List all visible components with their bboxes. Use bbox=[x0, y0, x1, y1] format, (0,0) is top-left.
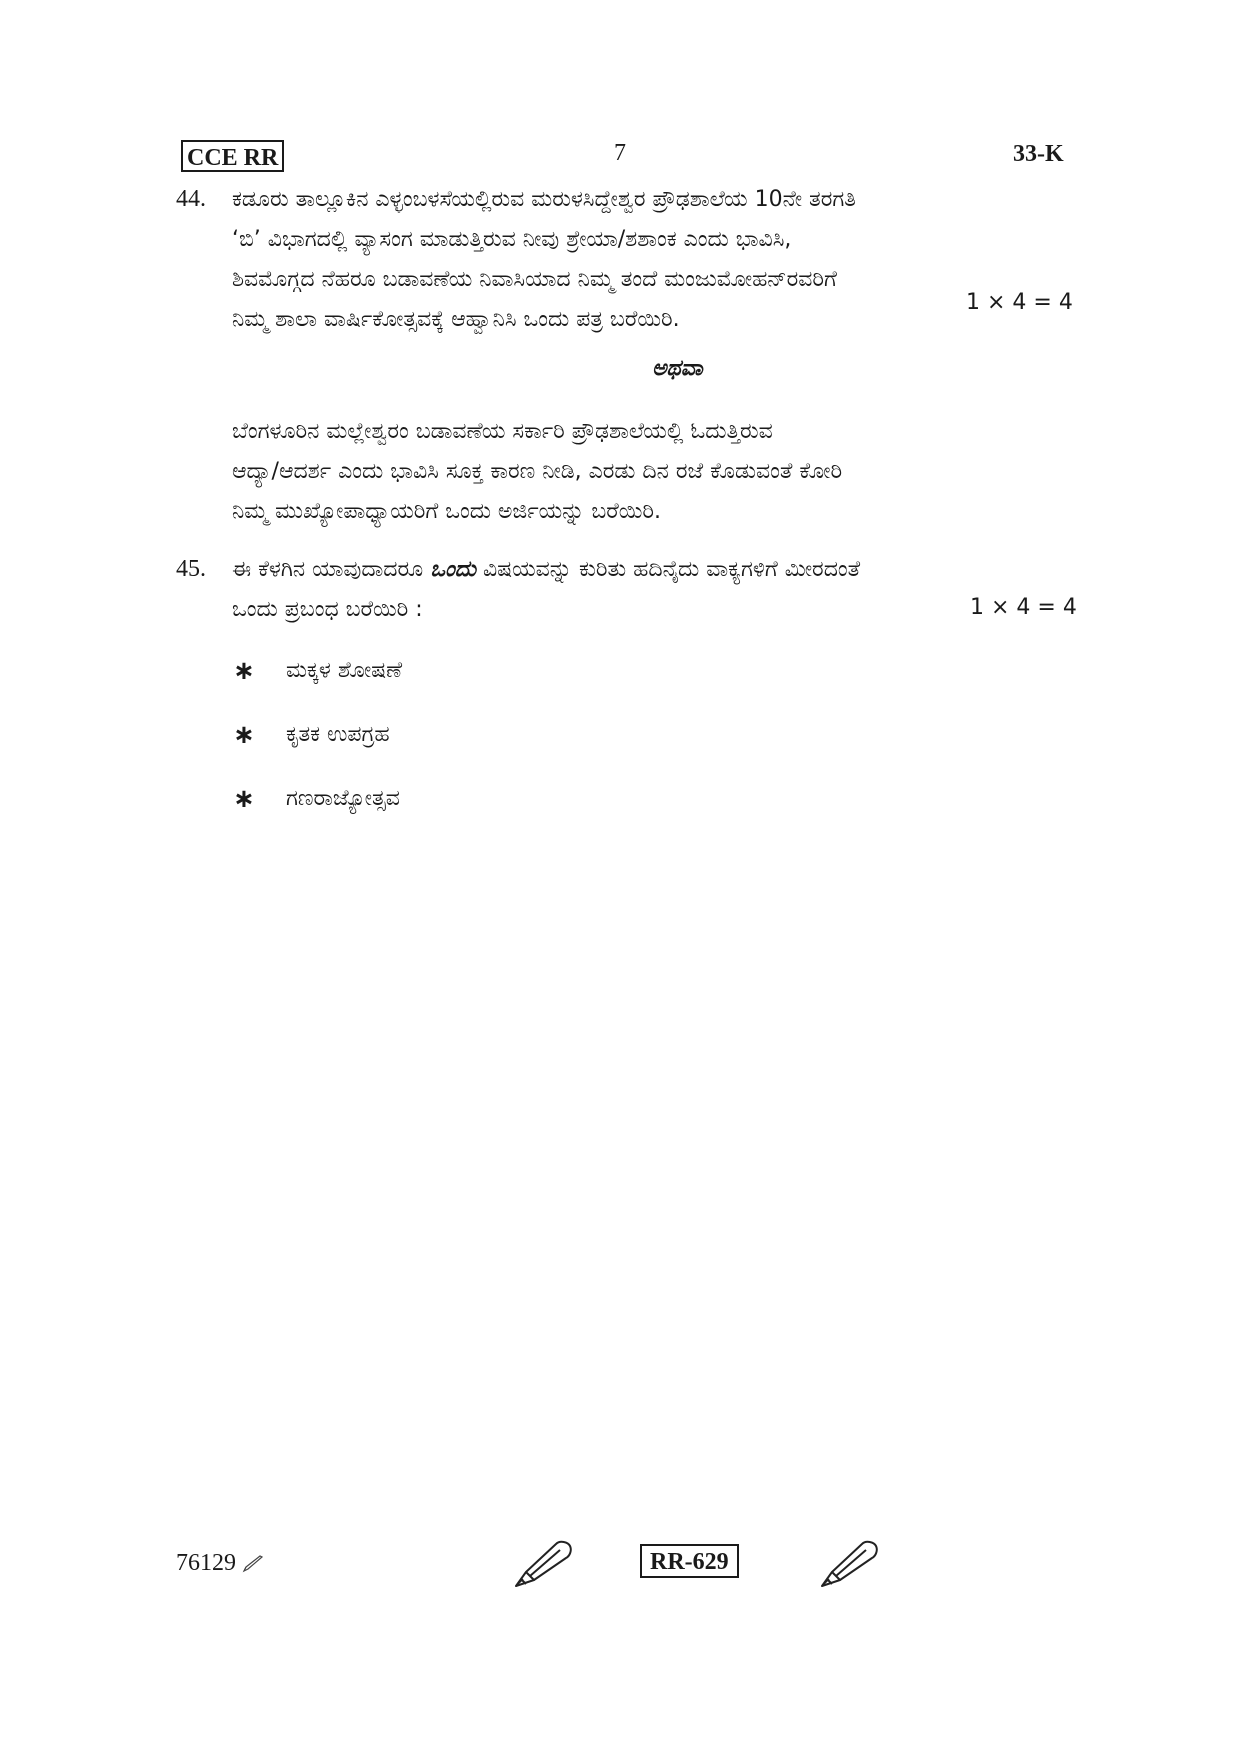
question-45-text bbox=[232, 550, 1082, 630]
topic-3: ಗಣರಾಜ್ಯೋತ್ಸವ bbox=[286, 786, 400, 811]
footer-center-code: RR-629 bbox=[650, 1549, 729, 1575]
page-number: 7 bbox=[614, 140, 626, 166]
question-44-text bbox=[232, 180, 1082, 340]
pen-icon bbox=[242, 1555, 264, 1573]
topic-2: ಕೃತಕ ಉಪಗ್ರಹ bbox=[286, 722, 390, 747]
question-44-line-4: ನಿಮ್ಮ ಶಾಲಾ ವಾರ್ಷಿಕೋತ್ಸವಕ್ಕೆ ಆಹ್ವಾನಿಸಿ ಒಂದು ಪತ್ರ ಬರೆಯಿರಿ. bbox=[232, 307, 680, 332]
fountain-pen-icon bbox=[818, 1538, 880, 1590]
question-45-marks: 1 × 4 = 4 bbox=[970, 595, 1077, 620]
footer-left-code bbox=[176, 1550, 264, 1577]
question-45-line-1-end: ವಿಷಯವನ್ನು ಕುರಿತು ಹದಿನೈದು ವಾಕ್ಯಗಳಿಗೆ ಮೀರದಂತೆ bbox=[475, 557, 861, 582]
header-code-box bbox=[181, 140, 284, 172]
bullet-icon: ∗ bbox=[233, 656, 255, 686]
question-number-44: 44. bbox=[176, 186, 206, 212]
question-44-alt-line-3: ನಿಮ್ಮ ಮುಖ್ಯೋಪಾಧ್ಯಾಯರಿಗೆ ಒಂದು ಅರ್ಜಿಯನ್ನು ಬರೆಯಿರಿ. bbox=[232, 499, 662, 524]
question-44-alternative-text bbox=[232, 412, 1082, 532]
fountain-pen-icon bbox=[512, 1538, 574, 1590]
question-44-marks: 1 × 4 = 4 bbox=[966, 290, 1073, 315]
question-45-line-1 bbox=[232, 550, 1082, 590]
question-44-line-2: ‘ಬಿ’ ವಿಭಾಗದಲ್ಲಿ ವ್ಯಾಸಂಗ ಮಾಡುತ್ತಿರುವ ನೀವು ಶ್ರೇಯಾ/ಶಶಾಂಕ ಎಂದು ಭಾವಿಸಿ, bbox=[232, 227, 792, 252]
header-right-code: 33-K bbox=[1013, 141, 1064, 167]
question-number-45: 45. bbox=[176, 556, 206, 582]
question-45-emphasis: ಒಂದು bbox=[430, 557, 476, 582]
question-44-line-1: ಕಡೂರು ತಾಲ್ಲೂಕಿನ ಎಳ್ಳಂಬಳಸೆಯಲ್ಲಿರುವ ಮರುಳಸಿದ್ದೇಶ್ವರ ಪ್ರೌಢಶಾಲೆಯ 10ನೇ ತರಗತಿ bbox=[232, 187, 856, 212]
question-45-line-1-start: ಈ ಕೆಳಗಿನ ಯಾವುದಾದರೂ bbox=[232, 557, 431, 582]
question-45-line-2: ಒಂದು ಪ್ರಬಂಧ ಬರೆಯಿರಿ : bbox=[232, 597, 423, 622]
question-44-line-3: ಶಿವಮೊಗ್ಗದ ನೆಹರೂ ಬಡಾವಣೆಯ ನಿವಾಸಿಯಾದ ನಿಮ್ಮ ತಂದೆ ಮಂಜುಮೋಹನ್‌ರವರಿಗೆ bbox=[232, 267, 837, 292]
bullet-icon: ∗ bbox=[233, 784, 255, 814]
topic-1: ಮಕ್ಕಳ ಶೋಷಣೆ bbox=[286, 658, 403, 683]
question-44-alt-line-1: ಬೆಂಗಳೂರಿನ ಮಲ್ಲೇಶ್ವರಂ ಬಡಾವಣೆಯ ಸರ್ಕಾರಿ ಪ್ರೌಢಶಾಲೆಯಲ್ಲಿ ಓದುತ್ತಿರುವ bbox=[232, 419, 773, 444]
bullet-icon: ∗ bbox=[233, 720, 255, 750]
footer-left-code-text: 76129 bbox=[176, 1550, 236, 1576]
or-heading: ಅಥವಾ bbox=[652, 356, 703, 381]
question-44-alt-line-2: ಆದ್ಯಾ/ಆದರ್ಶ ಎಂದು ಭಾವಿಸಿ ಸೂಕ್ತ ಕಾರಣ ನೀಡಿ, ಎರಡು ದಿನ ರಜೆ ಕೊಡುವಂತೆ ಕೋರಿ bbox=[232, 459, 843, 484]
footer-code-box bbox=[640, 1544, 739, 1578]
header-left-code: CCE RR bbox=[187, 145, 279, 171]
